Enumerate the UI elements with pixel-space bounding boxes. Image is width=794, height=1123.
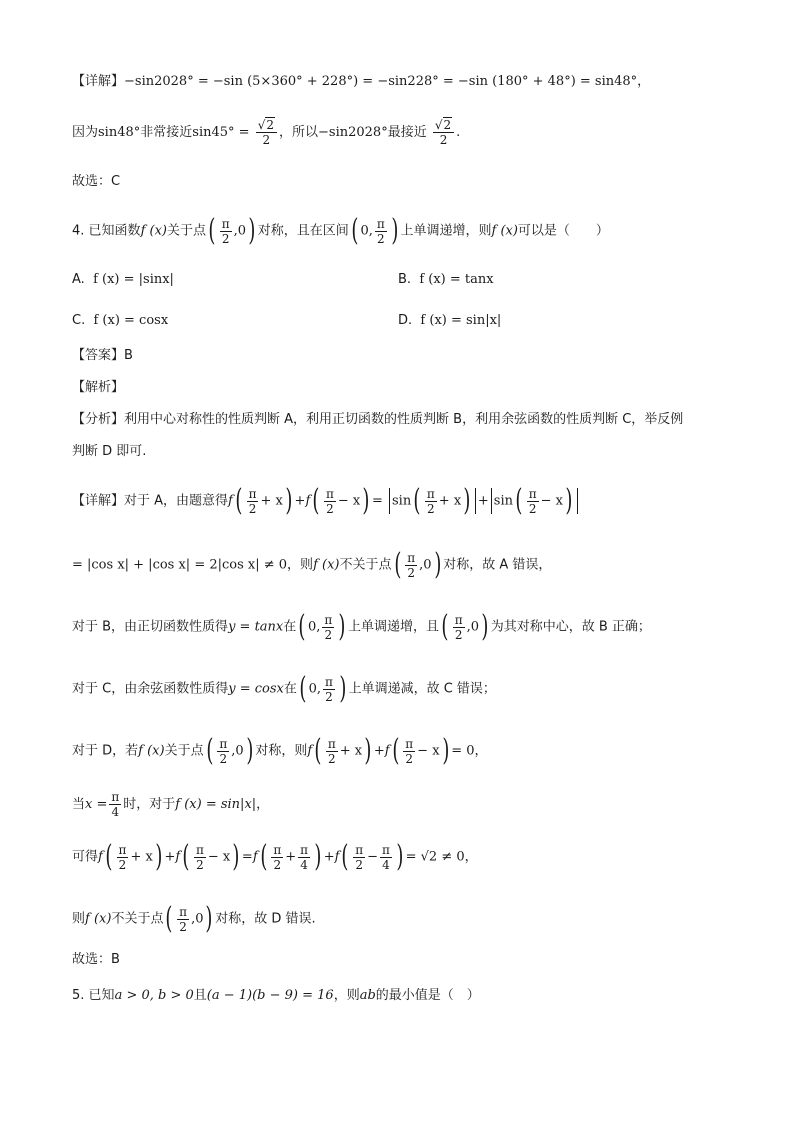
math: f (x)	[491, 223, 518, 239]
detail-b: 对于 B，由正切函数性质得y = tanx在( 0, $\frac{\pi}{2}$ ) 上单调递增，且( $\frac{\pi}{2}$ ,0) 为其对称中心，故 B 正确；	[72, 609, 651, 644]
detail-a: 【详解】对于 A，由题意得f( $\frac{\pi}{2}$ + x) +f( $\frac{\pi}{2}$ − x) = sin( $\frac{\pi}{2}$ + x) + sin( $\frac{\pi}{2}$ − x)	[72, 486, 734, 516]
math: −sin2028°	[318, 125, 388, 140]
option-d[interactable]: D. f (x) = sin|x|	[398, 313, 502, 328]
analysis-text-2: 判断 D 即可.	[72, 444, 147, 459]
when-x: 当x = $\frac{\pi}{4}$ 时，对于f (x) = sin|x|，	[72, 790, 270, 819]
sin-equation: −sin2028° = −sin (5×360° + 228°) = −sin228° = −sin (180° + 48°) = sin48°，	[124, 74, 651, 89]
option-b[interactable]: B. f (x) = tanx	[398, 272, 494, 287]
text: 非常接近	[140, 125, 193, 140]
question-number: 4.	[72, 223, 85, 239]
math: = |cos x| + |cos x| = 2|cos x| ≠ 0	[72, 557, 288, 573]
math: sin48°	[98, 125, 141, 140]
fraction: $\frac{√2}{2}$	[256, 118, 277, 147]
detail-a-2: = |cos x| + |cos x| = 2|cos x| ≠ 0，则f (x)不关于点( $\frac{\pi}{2}$ ,0) 对称，故 A 错误，	[72, 547, 552, 582]
choose-q4: 故选：B	[72, 952, 120, 967]
detail-d: 对于 D，若f (x)关于点( $\frac{\pi}{2}$ ,0) 对称，则f( $\frac{\pi}{2}$ + x) +f( $\frac{\pi}{2}$ − x) = 0，	[72, 733, 488, 768]
text: 上单调递增，则	[400, 223, 492, 239]
text: 可以是（ ）	[517, 223, 609, 239]
text: 最接近	[387, 125, 427, 140]
question-5: 5. 已知a > 0, b > 0且(a − 1)(b − 9) = 16，则ab的最小值是（ ）	[72, 988, 480, 1003]
text: 关于点	[166, 223, 206, 239]
analysis-text-1: 【分析】利用中心对称性的性质判断 A，利用正切函数的性质判断 B，利用余弦函数的性质判断 C，举反例	[72, 412, 684, 427]
detail-q3	[72, 72, 734, 92]
question-4: 4. 已知函数f (x)关于点( $\frac{\pi}{2}$ ,0) 对称，且在区间( 0, $\frac{\pi}{2}$ ) 上单调递增，则f (x)可以是（ ）	[72, 213, 609, 248]
fraction: $\frac{√2}{2}$	[433, 118, 454, 147]
detail-c: 对于 C，由余弦函数性质得y = cosx在( 0, $\frac{\pi}{2}$ ) 上单调递减，故 C 错误；	[72, 671, 496, 706]
detail-tag: 【详解】	[72, 74, 125, 89]
text: 因为	[72, 125, 99, 140]
answer: 【答案】B	[72, 348, 133, 363]
text: 对称，且在区间	[257, 223, 349, 239]
approx-line	[72, 118, 734, 147]
can-get: 可得f( $\frac{\pi}{2}$ + x) +f( $\frac{\pi}{2}$ − x) =f( $\frac{\pi}{2}$ + $\frac{\pi}{4}$ ) +f( $\frac{\pi}{2}$ − $\frac{\pi}{4}$ ) = √2 ≠ 0，	[72, 839, 478, 874]
text: 【详解】对于 A，由题意得	[72, 493, 229, 509]
math: sin45° =	[192, 125, 250, 140]
text: 已知函数	[88, 223, 141, 239]
option-c[interactable]: C. f (x) = cosx	[72, 313, 169, 328]
math: f (x)	[140, 223, 167, 239]
choose-q3: 故选：C	[72, 174, 121, 189]
option-a[interactable]: A. f (x) = |sinx|	[72, 272, 174, 287]
then-d: 则f (x)不关于点( $\frac{\pi}{2}$ ,0) 对称，故 D 错误.	[72, 901, 316, 936]
text: .	[456, 125, 461, 140]
text: ，所以	[279, 125, 319, 140]
question-number: 5.	[72, 988, 85, 1003]
analysis-tag: 【解析】	[72, 380, 125, 395]
